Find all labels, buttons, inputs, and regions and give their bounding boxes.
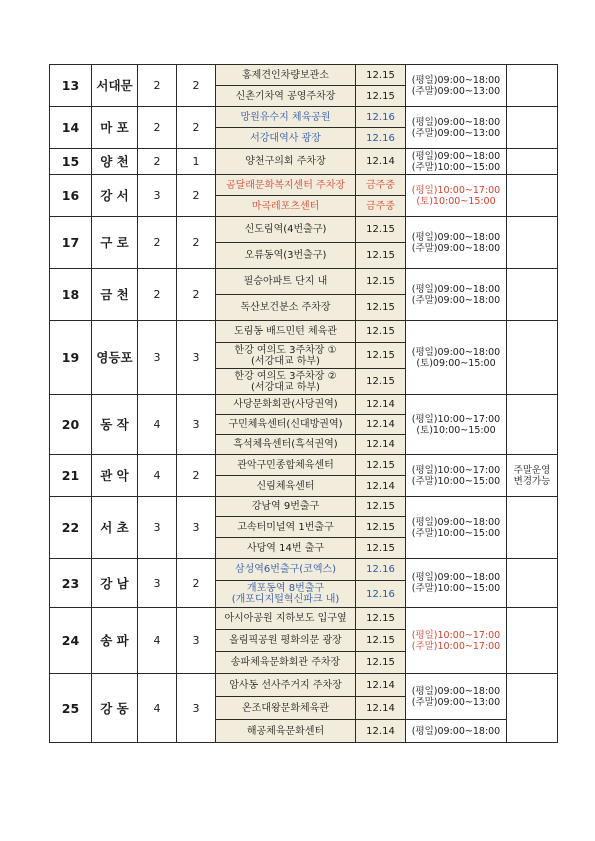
open-date: 금주중 [356,175,406,196]
count-b: 3 [177,497,216,559]
operating-hours [406,217,507,269]
note [507,559,558,608]
operating-hours [406,149,507,175]
table-row [50,107,558,128]
operating-hours-extra: (평일)09:00~18:00 [406,720,507,743]
hours-line: (주말)10:00~15:00 [411,161,501,173]
site-name: 암사동 선사주거지 주차장 [216,674,356,697]
hours-line: (주말)10:00~17:00 [411,640,501,652]
open-date: 12.15 [356,321,406,343]
table-body [50,65,558,743]
district-name: 금 천 [92,269,138,321]
operating-hours [406,175,507,217]
open-date: 12.15 [356,608,406,630]
note [507,608,558,674]
site-name: 한강 여의도 3주차장 ① (서강대교 하부) [216,343,356,369]
site-name: 신촌기차역 공영주차장 [216,86,356,107]
district-number: 19 [50,321,92,395]
operating-hours [406,395,507,455]
hours-line: (평일)09:00~18:00 [411,685,501,697]
count-b: 2 [177,455,216,497]
table-row [50,65,558,86]
site-name: 관악구민종합체육센터 [216,455,356,476]
district-name: 구 로 [92,217,138,269]
count-b: 3 [177,395,216,455]
open-date: 12.15 [356,517,406,538]
district-number: 18 [50,269,92,321]
count-b: 2 [177,269,216,321]
hours-line: (평일)10:00~17:00 [411,413,501,425]
note [507,269,558,321]
count-a: 2 [138,65,177,107]
open-date: 12.15 [356,343,406,369]
count-a: 2 [138,269,177,321]
site-name: 신림체육센터 [216,476,356,497]
note [507,321,558,395]
district-name: 마 포 [92,107,138,149]
hours-line: (토)10:00~15:00 [416,195,496,207]
district-number: 13 [50,65,92,107]
district-name: 강 남 [92,559,138,608]
table-row [50,269,558,295]
table-row [50,175,558,196]
site-name: 해공체육문화센터 [216,720,356,743]
hours-line: (평일)09:00~18:00 [411,346,501,358]
table-row [50,559,558,581]
open-date: 12.15 [356,652,406,674]
table-row [50,321,558,343]
note: 주말운영 변경가능 [507,455,558,497]
district-number: 24 [50,608,92,674]
site-name: 송파체육문화회관 주차장 [216,652,356,674]
count-a: 4 [138,455,177,497]
hours-line: (평일)09:00~18:00 [411,150,501,162]
site-name: 사당문화회관(사당권역) [216,395,356,415]
hours-line: (평일)09:00~18:00 [411,516,501,528]
count-a: 3 [138,321,177,395]
site-name: 삼성역6번출구(코엑스) [216,559,356,581]
hours-line: (평일)10:00~17:00 [411,629,501,641]
district-name: 송 파 [92,608,138,674]
site-name: 개포동역 8번출구 (개포디지털혁신파크 내) [216,581,356,608]
operating-hours [406,608,507,674]
district-name: 강 서 [92,175,138,217]
district-number: 22 [50,497,92,559]
hours-line: (주말)09:00~18:00 [411,242,501,254]
site-name: 망원유수지 체육공원 [216,107,356,128]
open-date: 12.15 [356,86,406,107]
hours-line: (토)09:00~15:00 [416,357,496,369]
site-name: 홍제견인차량보관소 [216,65,356,86]
count-a: 2 [138,107,177,149]
note [507,395,558,455]
table-row [50,608,558,630]
open-date: 12.15 [356,217,406,243]
district-number: 16 [50,175,92,217]
district-name: 서대문 [92,65,138,107]
note [507,65,558,107]
site-name: 도림동 배드민턴 체육관 [216,321,356,343]
open-date: 12.15 [356,455,406,476]
open-date: 12.16 [356,128,406,149]
open-date: 12.14 [356,149,406,175]
district-name: 양 천 [92,149,138,175]
screening-site-table [49,64,558,743]
hours-line: (평일)10:00~17:00 [411,464,501,476]
district-number: 14 [50,107,92,149]
open-date: 금주중 [356,196,406,217]
district-name: 동 작 [92,395,138,455]
open-date: 12.14 [356,697,406,720]
open-date: 12.16 [356,107,406,128]
district-number: 23 [50,559,92,608]
count-a: 2 [138,217,177,269]
count-a: 3 [138,559,177,608]
count-a: 4 [138,608,177,674]
open-date: 12.14 [356,415,406,435]
hours-line: (평일)09:00~18:00 [411,74,501,86]
note [507,175,558,217]
hours-line: (주말)09:00~13:00 [411,696,501,708]
site-name: 마곡레포츠센터 [216,196,356,217]
site-name: 흑석체육센터(흑석권역) [216,435,356,455]
district-name: 강 동 [92,674,138,743]
site-name: 필승아파트 단지 내 [216,269,356,295]
count-a: 2 [138,149,177,175]
operating-hours [406,559,507,608]
site-name: 독산보건분소 주차장 [216,295,356,321]
site-name: 신도림역(4번출구) [216,217,356,243]
district-number: 20 [50,395,92,455]
open-date: 12.15 [356,65,406,86]
hours-line: (주말)10:00~15:00 [411,527,501,539]
site-name: 곰달래문화복지센터 주차장 [216,175,356,196]
note [507,674,558,743]
count-b: 2 [177,217,216,269]
count-b: 1 [177,149,216,175]
district-number: 15 [50,149,92,175]
count-b: 2 [177,107,216,149]
count-a: 4 [138,674,177,743]
count-b: 2 [177,65,216,107]
site-name: 고속터미널역 1번출구 [216,517,356,538]
operating-hours [406,321,507,395]
hours-line: (주말)09:00~13:00 [411,127,501,139]
hours-line: (평일)09:00~18:00 [411,572,501,583]
open-date: 12.14 [356,395,406,415]
table-row [50,674,558,697]
district-number: 21 [50,455,92,497]
district-name: 영등포 [92,321,138,395]
hours-line: (토)10:00~15:00 [416,424,496,436]
open-date: 12.14 [356,720,406,743]
count-a: 3 [138,175,177,217]
operating-hours [406,269,507,321]
count-a: 3 [138,497,177,559]
count-b: 3 [177,321,216,395]
hours-line: (평일)09:00~18:00 [411,283,501,295]
open-date: 12.15 [356,369,406,395]
operating-hours [406,107,507,149]
site-name: 사당역 14번 출구 [216,538,356,559]
open-date: 12.14 [356,476,406,497]
site-name: 구민체육센터(신대방권역) [216,415,356,435]
open-date: 12.16 [356,559,406,581]
table-row [50,497,558,517]
district-number: 25 [50,674,92,743]
count-b: 3 [177,674,216,743]
site-name: 강남역 9번출구 [216,497,356,517]
site-name: 온조대왕문화체육관 [216,697,356,720]
hours-line: (평일)09:00~18:00 [411,116,501,128]
hours-line: (주말)09:00~13:00 [411,85,501,97]
count-a: 4 [138,395,177,455]
note [507,149,558,175]
count-b: 2 [177,559,216,608]
site-name: 올림픽공원 평화의문 광장 [216,630,356,652]
open-date: 12.16 [356,581,406,608]
operating-hours [406,674,507,720]
open-date: 12.15 [356,295,406,321]
open-date: 12.15 [356,269,406,295]
note [507,107,558,149]
note [507,497,558,559]
site-name: 양천구의회 주차장 [216,149,356,175]
site-name: 오류동역(3번출구) [216,243,356,269]
table-row [50,455,558,476]
site-name: 서강대역사 광장 [216,128,356,149]
note [507,217,558,269]
site-name: 한강 여의도 3주차장 ② (서강대교 하부) [216,369,356,395]
table-row [50,149,558,175]
operating-hours [406,455,507,497]
open-date: 12.14 [356,674,406,697]
count-b: 2 [177,175,216,217]
open-date: 12.14 [356,435,406,455]
operating-hours [406,497,507,559]
district-number: 17 [50,217,92,269]
open-date: 12.15 [356,497,406,517]
operating-hours [406,65,507,107]
open-date: 12.15 [356,630,406,652]
site-name: 아시아공원 지하보도 입구옆 [216,608,356,630]
hours-line: (평일)10:00~17:00 [411,184,501,196]
count-b: 3 [177,608,216,674]
district-name: 서 초 [92,497,138,559]
table-row [50,217,558,243]
hours-line: (주말)10:00~15:00 [411,583,501,594]
hours-line: (평일)09:00~18:00 [411,231,501,243]
open-date: 12.15 [356,538,406,559]
hours-line: (주말)09:00~18:00 [411,294,501,306]
table-row [50,395,558,415]
district-name: 관 악 [92,455,138,497]
open-date: 12.15 [356,243,406,269]
hours-line: (주말)10:00~15:00 [411,475,501,487]
